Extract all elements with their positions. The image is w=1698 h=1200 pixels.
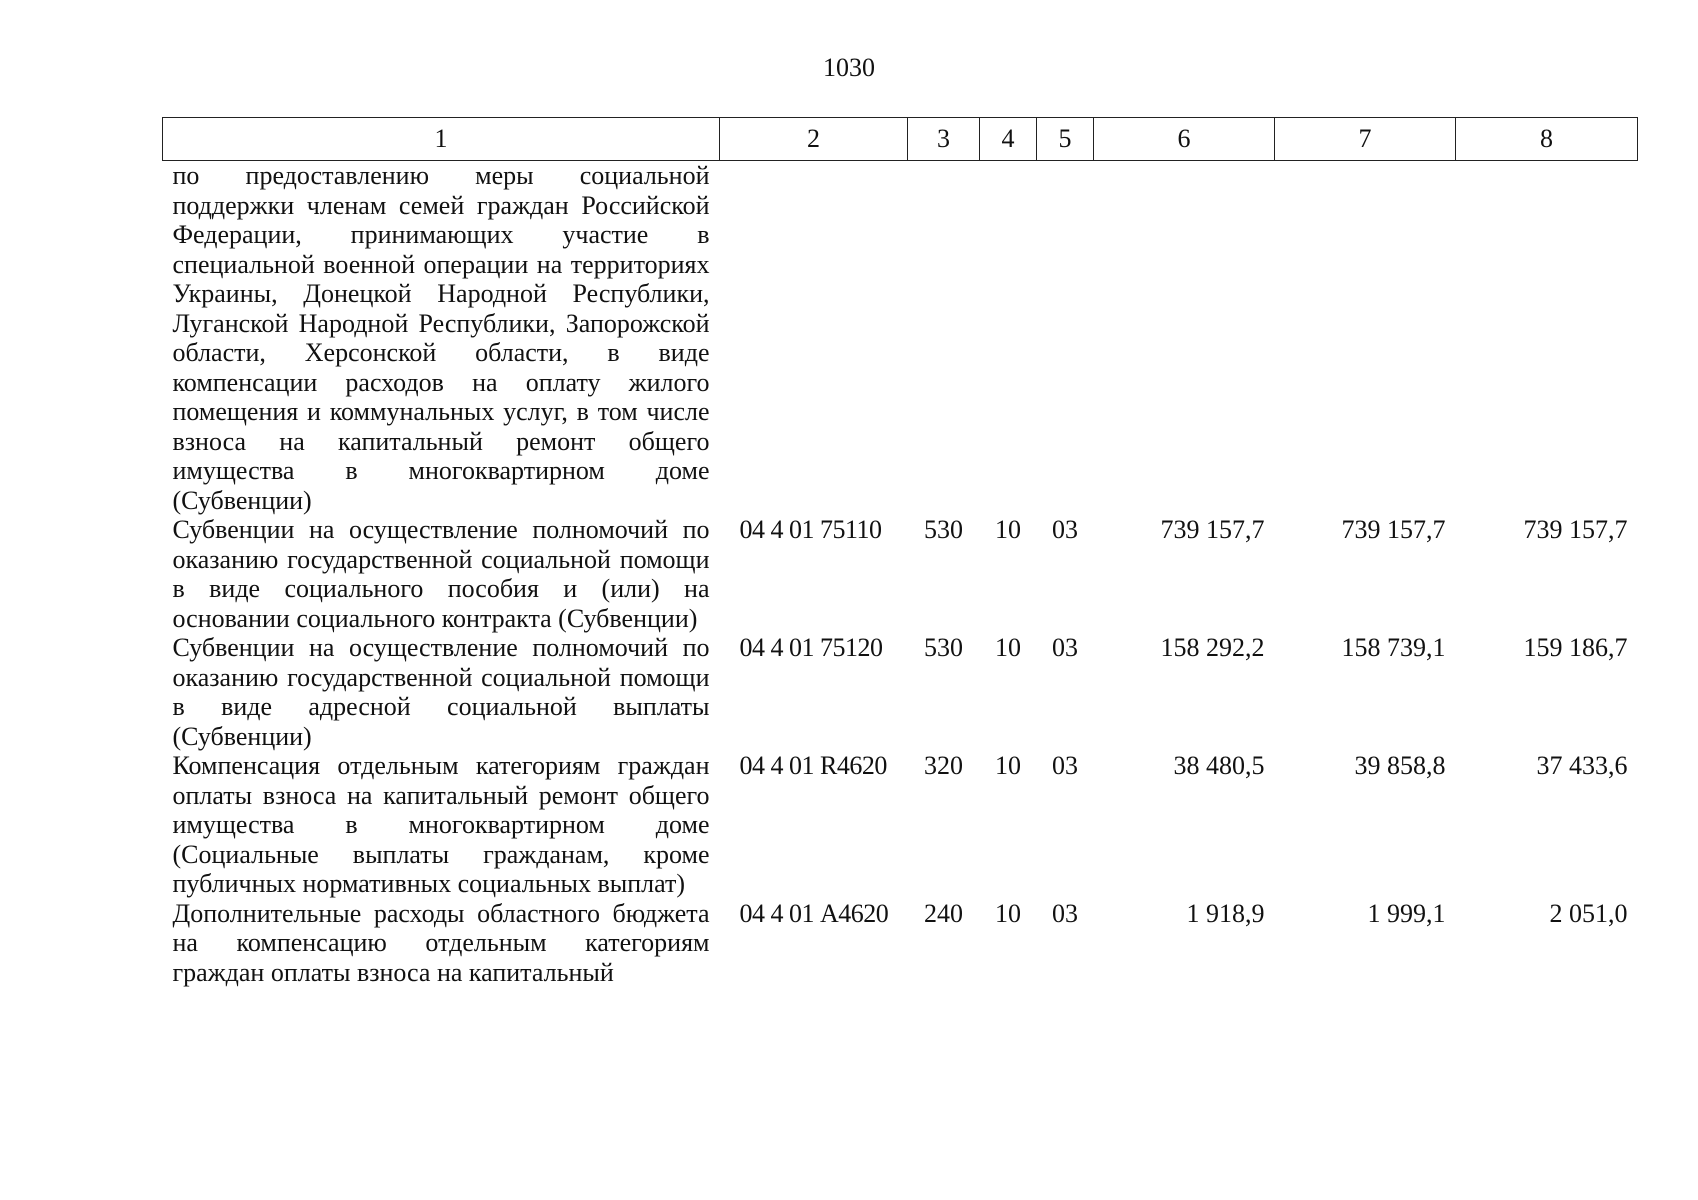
row-col5: 03: [1052, 633, 1078, 662]
row-col4: [980, 161, 1037, 516]
row-col4: 10: [995, 633, 1021, 662]
row-col3: 240: [924, 898, 963, 928]
row-description: Субвенции на осуществление полномочий по оказанию государственной социальной помощи в виде социального пособия и (или) на основании социального контракта (Субвенции): [172, 515, 710, 633]
row-col4: 10: [995, 515, 1021, 544]
column-header: 1: [163, 118, 720, 161]
row-value-8: 159 186,7: [1523, 633, 1628, 662]
column-header: 6: [1094, 118, 1275, 161]
row-value-8: 2 051,0: [1549, 898, 1628, 928]
row-col5: 03: [1052, 751, 1078, 780]
row-code: 04 4 01 R4620: [739, 751, 887, 780]
column-header: 8: [1456, 118, 1638, 161]
row-value-6: 1 918,9: [1186, 898, 1265, 928]
row-description: Субвенции на осуществление полномочий по оказанию государственной социальной помощи в виде адресной социальной выплаты (Субвенции): [172, 633, 710, 751]
row-value-6: 38 480,5: [1173, 751, 1265, 780]
table-row: [163, 633, 1638, 751]
table-row: [163, 751, 1638, 899]
column-header: 7: [1275, 118, 1456, 161]
row-col4: 10: [995, 751, 1021, 780]
row-code: 04 4 01 75120: [739, 633, 883, 662]
row-value-7: 39 858,8: [1354, 751, 1446, 780]
row-col5: [1037, 161, 1094, 516]
row-col3: 530: [924, 633, 963, 662]
row-value-6: 739 157,7: [1160, 515, 1265, 544]
row-value-7: 158 739,1: [1341, 633, 1446, 662]
row-col5: 03: [1052, 898, 1078, 928]
budget-table: [162, 117, 1638, 987]
row-value-6: [1094, 161, 1275, 516]
row-value-7: 739 157,7: [1341, 515, 1446, 544]
row-col3: [908, 161, 980, 516]
row-value-8: 739 157,7: [1523, 515, 1628, 544]
column-header-row: [163, 118, 1638, 161]
row-description: Компенсация отдельным категориям граждан оплаты взноса на капитальный ремонт общего имущества в многоквартирном доме (Социальные выплаты гражданам, кроме публичных нормативных социальных выплат): [172, 751, 710, 898]
row-description: Дополнительные расходы областного бюджета на компенсацию отдельным категориям граждан оплаты взноса на капитальный: [172, 898, 710, 987]
row-col5: 03: [1052, 515, 1078, 544]
row-value-6: 158 292,2: [1160, 633, 1265, 662]
row-description: по предоставлению меры социальной поддержки членам семей граждан Российской Федерации, принимающих участие в специальной военной операции на территориях Украины, Донецкой Народной Республики, Луганской Народной Республики, Запорожской области, Херсонской области, в виде компенсации расходов на оплату жилого помещения и коммунальных услуг, в том числе взноса на капитальный ремонт общего имущества в многоквартирном доме (Субвенции): [172, 161, 710, 515]
row-code: [720, 161, 908, 516]
row-col3: 320: [924, 751, 963, 780]
column-header: 3: [908, 118, 980, 161]
table-row: [163, 515, 1638, 633]
row-value-8: [1456, 161, 1638, 516]
column-header: 4: [980, 118, 1037, 161]
table-row: [163, 161, 1638, 516]
row-value-7: 1 999,1: [1367, 898, 1446, 928]
table-row: [163, 899, 1638, 988]
row-code: 04 4 01 А4620: [739, 898, 889, 928]
column-header: 5: [1037, 118, 1094, 161]
row-value-7: [1275, 161, 1456, 516]
row-value-8: 37 433,6: [1536, 751, 1628, 780]
column-header: 2: [720, 118, 908, 161]
page-number: 1030: [823, 53, 875, 82]
row-code: 04 4 01 75110: [739, 515, 882, 544]
row-col4: 10: [995, 898, 1021, 928]
row-col3: 530: [924, 515, 963, 544]
